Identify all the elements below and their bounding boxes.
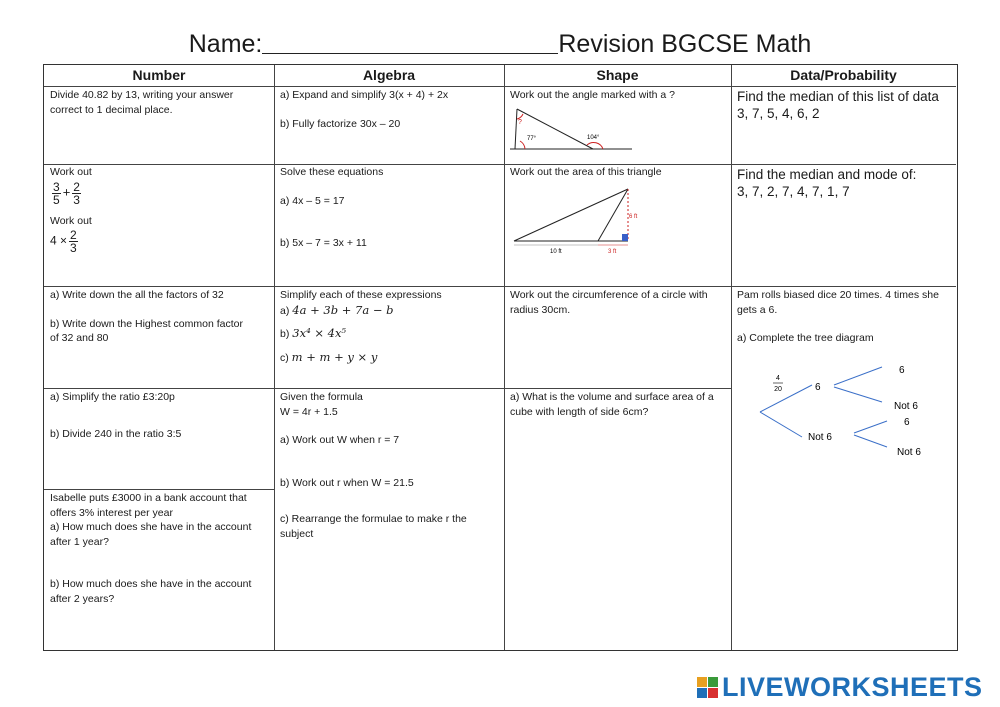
- base-10ft-label: 10 ft: [550, 249, 562, 255]
- algebra-q2-a: a) 4x – 5 = 17: [280, 194, 345, 207]
- fraction-3-5: $\frac{3}{5}$: [53, 179, 60, 207]
- data-q2-line1: Find the median and mode of:: [737, 167, 917, 182]
- name-label: Name:: [188, 30, 263, 58]
- shape-q2: [510, 165, 662, 180]
- number-q2: [50, 165, 92, 254]
- number-q3: [50, 288, 243, 346]
- number-q5-b-line2: after 2 years?: [50, 592, 115, 605]
- data-q3: [737, 288, 939, 346]
- fraction-2-3-b: $\frac{2}{3}$: [70, 228, 77, 255]
- worksheet-title: Revision BGCSE Math: [558, 30, 812, 58]
- algebra-q3-a-label: a): [280, 304, 290, 317]
- shape-q3-line1: Work out the circumference of a circle with: [510, 289, 708, 301]
- algebra-q4-b: b) Work out r when W = 21.5: [280, 476, 414, 489]
- four-times: 4 ×: [50, 233, 68, 248]
- row-divider: [44, 489, 274, 490]
- data-q3-a: a) Complete the tree diagram: [737, 332, 874, 344]
- number-q4: [50, 390, 181, 441]
- plus-sign: +: [62, 183, 71, 199]
- number-q3-a: a) Write down the all the factors of 32: [50, 289, 224, 301]
- col-divider: [504, 65, 505, 650]
- data-q3-line1: Pam rolls biased dice 20 times. 4 times she: [737, 289, 939, 301]
- algebra-q1: [280, 88, 448, 131]
- tree-diagram: [752, 357, 952, 462]
- algebra-q4-c-line1: c) Rearrange the formulae to make r the: [280, 513, 467, 525]
- number-q4-b: b) Divide 240 in the ratio 3:5: [50, 427, 182, 440]
- tree-leaf-6-a: 6: [899, 365, 905, 376]
- shape-q4-line1: a) What is the volume and surface area of a: [510, 391, 714, 403]
- name-blank-line[interactable]: [262, 31, 558, 54]
- algebra-q4-c-line2: subject: [280, 527, 314, 540]
- tree-prob-numerator: 4: [776, 375, 780, 382]
- tree-leaf-not6-a: Not 6: [894, 401, 918, 412]
- row-divider: [44, 388, 731, 389]
- algebra-q2-title: Solve these equations: [280, 166, 384, 178]
- number-q5-line3: a) How much does she have in the account: [50, 521, 252, 533]
- col-divider: [274, 65, 275, 650]
- algebra-q3-c: m + m + y × y: [291, 349, 378, 364]
- row-divider: [44, 286, 956, 287]
- algebra-q4-a: a) Work out W when r = 7: [280, 434, 400, 446]
- tree-leaf-not6-b: Not 6: [897, 447, 921, 458]
- data-q2-line2: 3, 7, 2, 7, 4, 7, 1, 7: [737, 184, 850, 199]
- header-algebra: Algebra: [362, 67, 416, 83]
- number-q3-b-line2: of 32 and 80: [50, 332, 109, 344]
- algebra-q4-line1: Given the formula: [280, 391, 363, 403]
- data-q3-line2: gets a 6.: [737, 303, 778, 316]
- shape-q1-text: Work out the angle marked with a ?: [510, 89, 675, 101]
- logo-icon: [697, 677, 718, 698]
- area-triangle-diagram: [510, 183, 638, 265]
- number-q2-label-a: Work out: [50, 166, 92, 178]
- data-q1-line1: Find the median of this list of data: [737, 89, 939, 104]
- number-q5: [50, 491, 251, 606]
- number-q2-label-b: Work out: [50, 214, 92, 227]
- algebra-q2-b: b) 5x – 7 = 3x + 11: [280, 237, 367, 249]
- data-q1-line2: 3, 7, 5, 4, 6, 2: [737, 106, 820, 121]
- data-q1: [737, 88, 939, 122]
- algebra-q1-b: b) Fully factorize 30x – 20: [280, 117, 401, 130]
- algebra-q3-b: 3x⁴ × 4x⁵: [292, 326, 347, 340]
- logo-text: LIVEWORKSHEETS: [722, 671, 983, 702]
- algebra-q1-a: a) Expand and simplify 3(x + 4) + 2x: [280, 89, 449, 101]
- tree-leaf-6-b: 6: [904, 417, 910, 428]
- tree-branch-6: 6: [815, 382, 821, 393]
- fraction-2-3: $\frac{2}{3}$: [73, 179, 80, 207]
- shape-q3-line2: radius 30cm.: [510, 303, 571, 316]
- algebra-q3-c-label: c): [280, 351, 289, 364]
- angle-104-label: 104°: [587, 135, 600, 141]
- height-6ft-label: 6 ft: [629, 214, 638, 220]
- liveworksheets-logo: [697, 672, 983, 702]
- angle-triangle-diagram: [507, 101, 637, 163]
- algebra-q3-a: 4a + 3b + 7a − b: [292, 302, 394, 317]
- revision-table: [43, 64, 958, 651]
- algebra-q4: [280, 390, 467, 541]
- number-q5-line2: offers 3% interest per year: [50, 506, 173, 519]
- algebra-q3: [280, 288, 442, 365]
- number-q5-line4: after 1 year?: [50, 535, 109, 548]
- col-divider: [731, 65, 732, 650]
- shape-q3: [510, 288, 708, 317]
- shape-q4: [510, 390, 714, 419]
- header-data-probability: Data/Probability: [790, 67, 897, 83]
- shape-q2-text: Work out the area of this triangle: [510, 166, 662, 178]
- number-q4-a: a) Simplify the ratio £3:20p: [50, 391, 175, 403]
- algebra-q3-title: Simplify each of these expressions: [280, 289, 442, 301]
- number-q1-line1: Divide 40.82 by 13, writing your answer: [50, 89, 234, 101]
- unknown-angle-mark: ?: [518, 119, 522, 126]
- angle-77-label: 77°: [527, 136, 537, 142]
- shape-q4-line2: cube with length of side 6cm?: [510, 405, 649, 418]
- row-divider: [44, 164, 956, 165]
- number-q5-line1: Isabelle puts £3000 in a bank account that: [50, 492, 247, 504]
- data-q2: [737, 166, 916, 200]
- tree-branch-not6: Not 6: [808, 432, 832, 443]
- header-divider: [44, 86, 956, 87]
- page-title: [0, 30, 1000, 59]
- extension-3ft-label: 3 ft: [608, 249, 617, 255]
- number-q1-line2: correct to 1 decimal place.: [50, 103, 173, 116]
- number-q1: [50, 88, 233, 117]
- number-q3-b-line1: b) Write down the Highest common factor: [50, 317, 243, 330]
- algebra-q2: [280, 165, 383, 251]
- tree-prob-denominator: 20: [774, 386, 782, 393]
- algebra-q4-line2: W = 4r + 1.5: [280, 405, 338, 418]
- header-shape: Shape: [596, 67, 639, 83]
- header-number: Number: [132, 67, 186, 83]
- algebra-q3-b-label: b): [280, 328, 290, 340]
- number-q5-b-line1: b) How much does she have in the account: [50, 578, 252, 590]
